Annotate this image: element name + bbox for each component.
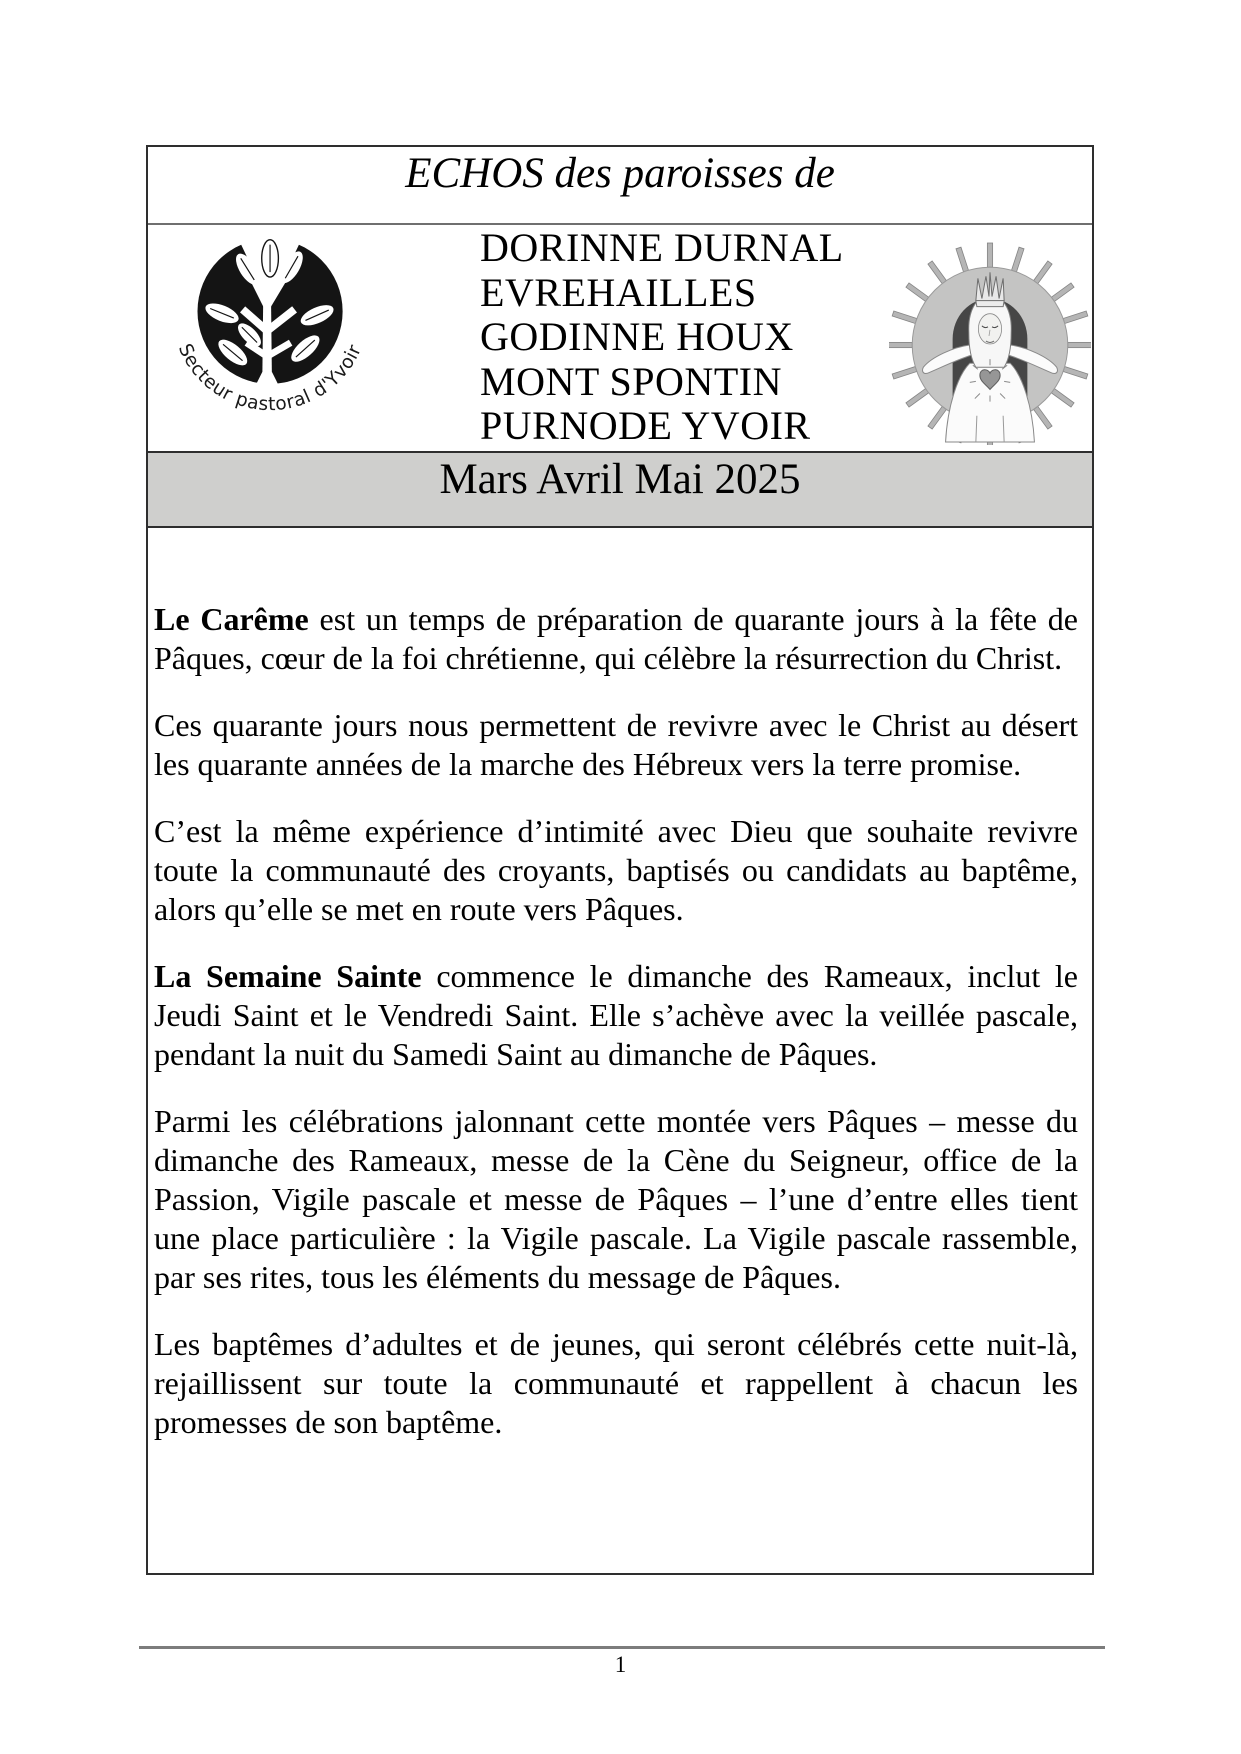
newsletter-title: ECHOS des paroisses de: [405, 150, 835, 197]
paragraph-quarante-jours: [154, 706, 1078, 784]
paragraph-text: Les baptêmes d’adultes et de jeunes, qui seront célébrés cette nuit-là, rejaillissent sur toute la communauté et rappellent à chacun les promesses de son baptême.: [154, 1326, 1078, 1440]
parish-line: DORINNE DURNAL: [480, 225, 844, 270]
paragraph-text: commence le dimanche des Rameaux, inclut le Jeudi Saint et le Vendredi Saint. Elle s’achève avec la veillée pascale, pendant la nuit du Samedi Saint au dimanche de Pâques.: [154, 958, 1079, 1072]
paragraph-careme: [154, 600, 1078, 678]
footer-rule: [139, 1646, 1105, 1649]
parish-list: [480, 226, 844, 449]
period-text: Mars Avril Mai 2025: [439, 456, 801, 503]
page-number: 1: [614, 1652, 627, 1677]
document-box: [146, 145, 1094, 1575]
secteur-pastoral-tree-logo-icon: [150, 227, 396, 429]
parish-line: MONT SPONTIN: [480, 358, 782, 404]
paragraph-text: Parmi les célébrations jalonnant cette montée vers Pâques – messe du dimanche des Rameaux, messe de la Cène du Seigneur, office de la Passion, Vigile pascale et messe de Pâques – l’une d’entre elles tient une place particulière : la Vigile pascale. La Vigile pascale rassemble, par ses rites, tous les éléments du message de Pâques.: [154, 1103, 1078, 1295]
logo-curved-text: Secteur pastoral d'Yvoir: [173, 340, 366, 416]
paragraph-semaine-sainte: [154, 957, 1078, 1074]
paragraph-text: Ces quarante jours nous permettent de revivre avec le Christ au désert les quarante années de la marche des Hébreux vers la terre promise.: [154, 707, 1078, 782]
paragraph-lead-bold: La Semaine Sainte: [154, 958, 422, 994]
parish-line: EVREHAILLES: [480, 269, 757, 315]
paragraph-lead-bold: Le Carême: [154, 601, 309, 637]
title-row: [148, 147, 1092, 225]
paragraph-experience: [154, 812, 1078, 929]
paragraph-text: C’est la même expérience d’intimité avec Dieu que souhaite revivre toute la communauté des croyants, baptisés ou candidats au baptême, alors qu’elle se met en route vers Pâques.: [154, 813, 1078, 927]
date-banner: [148, 451, 1092, 528]
header-row: [148, 225, 1092, 451]
virgin-mary-illustration-icon: [889, 241, 1091, 445]
parish-line: GODINNE HOUX: [480, 314, 794, 359]
paragraph-baptemes: [154, 1325, 1078, 1442]
paragraph-text: est un temps de préparation de quarante jours à la fête de Pâques, cœur de la foi chrétienne, qui célèbre la résurrection du Christ.: [154, 601, 1079, 676]
parish-line: PURNODE YVOIR: [480, 403, 811, 448]
body-content: [148, 528, 1092, 1573]
paragraph-celebrations: [154, 1102, 1078, 1297]
